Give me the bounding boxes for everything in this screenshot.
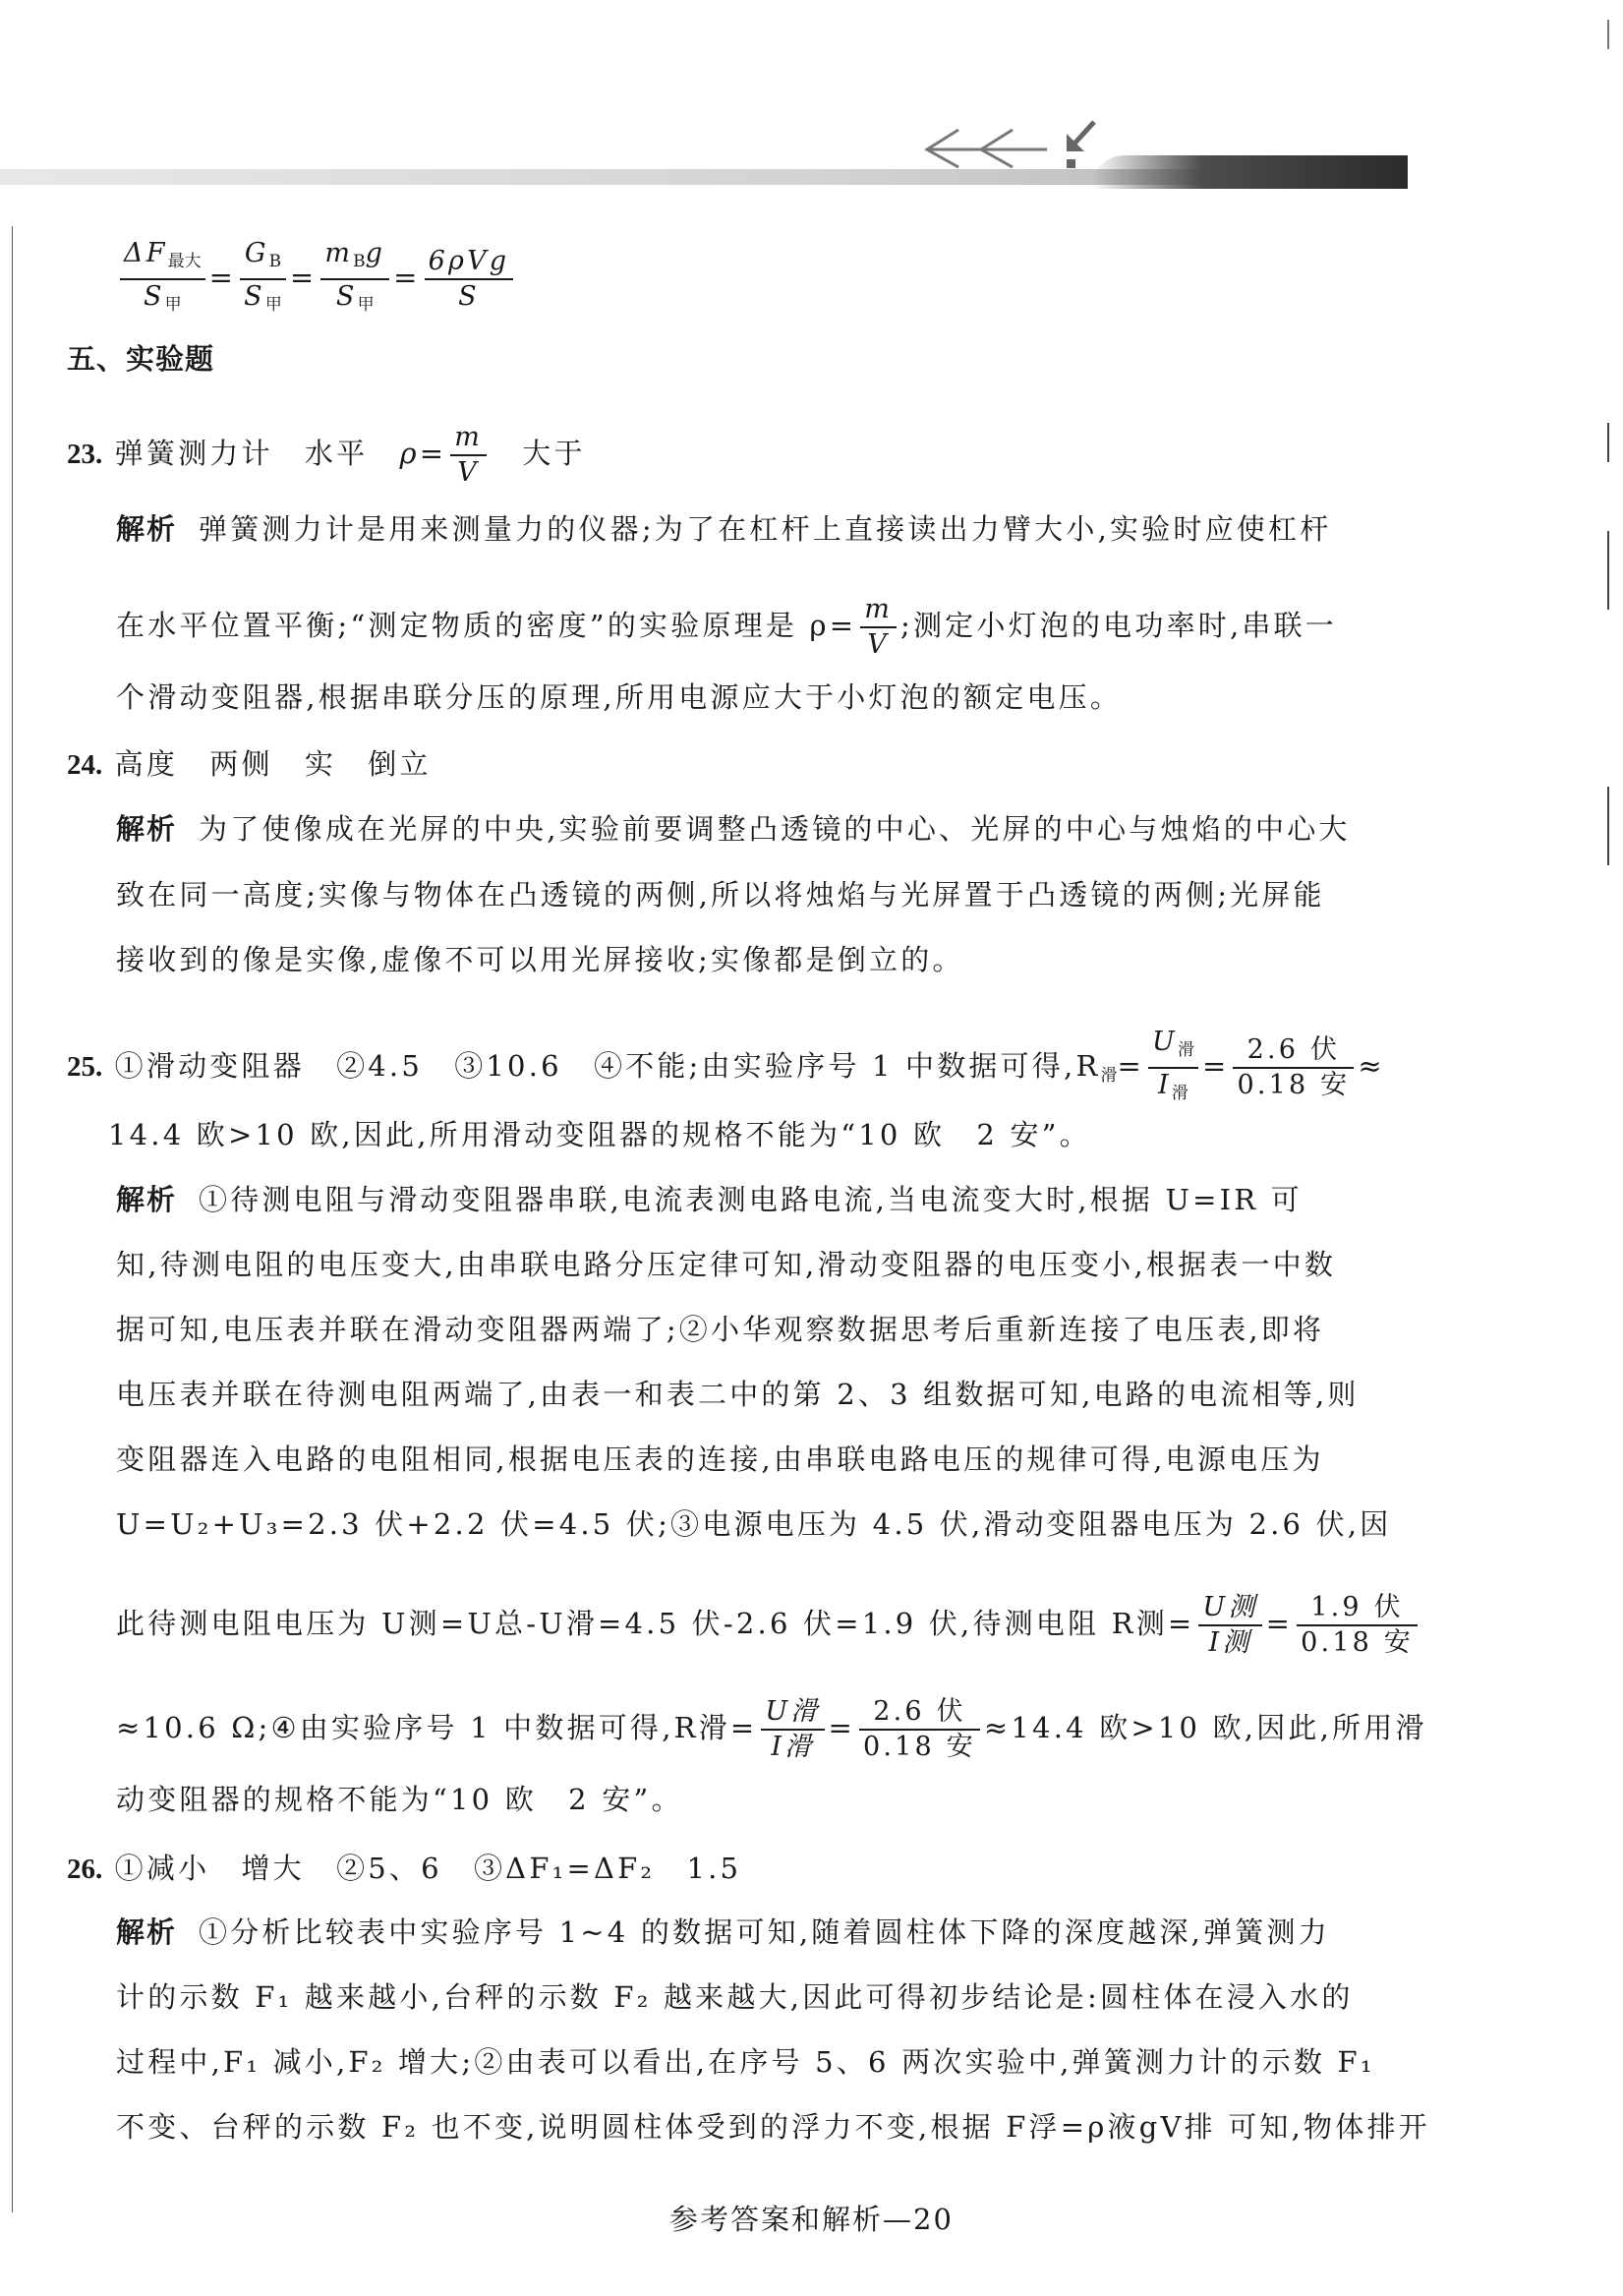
q26-explanation-line: 过程中,F₁ 减小,F₂ 增大;②由表可以看出,在序号 5、6 两次实验中,弹簧测力计的示数 F₁ (116, 2045, 1375, 2079)
analysis-label: 解析 (116, 812, 178, 846)
q25-explanation-line: 知,待测电阻的电压变大,由串联电路分压定律可知,滑动变阻器的电压变小,根据表一中数 (116, 1248, 1337, 1281)
q23-explanation-line: 解析 弹簧测力计是用来测量力的仪器;为了在杠杆上直接读出力臂大小,实验时应使杠杆 (116, 512, 1332, 546)
header-gradient-tab (1091, 155, 1408, 189)
q23-answer: 23. 弹簧测力计 水平 ρ= $\frac{m}{V}$ 大于 (67, 422, 586, 488)
q25-answer-line: 14.4 欧>10 欧,因此,所用滑动变阻器的规格不能为“10 欧 2 安”。 (108, 1118, 1091, 1151)
left-margin-rule (12, 226, 13, 2212)
question-number: 23. (67, 439, 103, 470)
fraction: $\frac{\Delta F_{最大}}{S_甲}$ (120, 239, 205, 320)
top-formula: $\frac{\Delta F_{最大}}{S_甲}$ = $\frac{G_B}{S_甲}$ = $\frac{m_Bg}{S_甲}$ = $\frac{\text{6ρVg}}{S}$ (116, 239, 517, 320)
right-margin-marks (1606, 20, 1610, 905)
q25-explanation-line: U=U₂+U₃=2.3 伏+2.2 伏=4.5 伏;③电源电压为 4.5 伏,滑动变阻器电压为 2.6 伏,因 (116, 1507, 1392, 1541)
q25-explanation-line: 电压表并联在待测电阻两端了,由表一和表二中的第 2、3 组数据可知,电路的电流相等,则 (116, 1378, 1360, 1411)
q26-explanation-line: 解析 ①分析比较表中实验序号 1~4 的数据可知,随着圆柱体下降的深度越深,弹簧测力 (116, 1915, 1330, 1949)
q26-answer: 26. ①减小 增大 ②5、6 ③ΔF₁=ΔF₂ 1.5 (67, 1852, 742, 1885)
q25-explanation-line: 解析 ①待测电阻与滑动变阻器串联,电流表测电路电流,当电流变大时,根据 U=IR 可 (116, 1183, 1303, 1216)
q25-explanation-line: ≈10.6 Ω;④由实验序号 1 中数据可得,R滑= $\frac{\text{U滑}}{\text{I滑}}$ = $\frac{\text{2.6 伏}}{\text{0.18 安}}$ ≈14.4 欧>10 欧,因此,所用滑 (116, 1696, 1427, 1762)
fraction: $\frac{\text{6ρVg}}{S}$ (425, 247, 514, 312)
fraction: $\frac{m}{V}$ (860, 595, 897, 660)
fraction: $\frac{\text{2.6 伏}}{\text{0.18 安}}$ (1233, 1035, 1354, 1100)
q24-explanation-line: 接收到的像是实像,虚像不可以用光屏接收;实像都是倒立的。 (116, 943, 964, 976)
header-arrows-icon (919, 108, 1116, 177)
question-number: 25. (67, 1051, 103, 1083)
fraction: $\frac{\text{U滑}}{\text{I滑}}$ (761, 1697, 824, 1762)
page-footer: 参考答案和解析—20 (669, 2203, 954, 2236)
q23-explanation-line: 在水平位置平衡;“测定物质的密度”的实验原理是 ρ= $\frac{m}{V}$ ;测定小灯泡的电功率时,串联一 (116, 594, 1338, 660)
q24-answer: 24. 高度 两侧 实 倒立 (67, 747, 432, 781)
fraction: $\frac{G_B}{S_甲}$ (240, 239, 286, 320)
question-number: 26. (67, 1854, 103, 1885)
q26-explanation-line: 计的示数 F₁ 越来越小,台秤的示数 F₂ 越来越大,因此可得初步结论是:圆柱体在浸入水的 (116, 1980, 1354, 2014)
analysis-label: 解析 (116, 512, 178, 546)
fraction: $\frac{\text{2.6 伏}}{\text{0.18 安}}$ (859, 1697, 980, 1762)
q25-explanation-line: 据可知,电压表并联在滑动变阻器两端了;②小华观察数据思考后重新连接了电压表,即将 (116, 1313, 1325, 1346)
q24-explanation-line: 解析 为了使像成在光屏的中央,实验前要调整凸透镜的中心、光屏的中心与烛焰的中心大 (116, 812, 1351, 846)
q25-explanation-line: 动变阻器的规格不能为“10 欧 2 安”。 (116, 1783, 683, 1816)
q23-explanation-line: 个滑动变阻器,根据串联分压的原理,所用电源应大于小灯泡的额定电压。 (116, 680, 1123, 714)
question-number: 24. (67, 749, 103, 781)
fraction: $\frac{\text{U测}}{\text{I测}}$ (1198, 1593, 1261, 1658)
q24-explanation-line: 致在同一高度;实像与物体在凸透镜的两侧,所以将烛焰与光屏置于凸透镜的两侧;光屏能 (116, 878, 1325, 912)
fraction: $\frac{m_Bg}{S_甲}$ (320, 239, 389, 320)
analysis-label: 解析 (116, 1915, 178, 1949)
analysis-label: 解析 (116, 1183, 178, 1216)
q26-explanation-line: 不变、台秤的示数 F₂ 也不变,说明圆柱体受到的浮力不变,根据 F浮=ρ液gV排 可知,物体排开 (116, 2110, 1430, 2144)
q25-explanation-line: 变阻器连入电路的电阻相同,根据电压表的连接,由串联电路电压的规律可得,电源电压为 (116, 1442, 1324, 1476)
q25-explanation-line: 此待测电阻电压为 U测=U总-U滑=4.5 伏-2.6 伏=1.9 伏,待测电阻 R测= $\frac{\text{U测}}{\text{I测}}$ = $\frac{\text{1.9 伏}}{\text{0.18 安}}$ (116, 1593, 1421, 1658)
fraction: $\frac{\text{1.9 伏}}{\text{0.18 安}}$ (1297, 1593, 1418, 1658)
q25-answer: 25. ①滑动变阻器 ②4.5 ③10.6 ④不能;由实验序号 1 中数据可得$,R_滑=$ $\frac{U_滑}{I_滑}$ = $\frac{\text{2.6 伏}}{\text{0.18 安}}$ ≈ (67, 1028, 1385, 1108)
fraction: $\frac{U_滑}{I_滑}$ (1148, 1028, 1198, 1108)
section-title: 五、实验题 (67, 342, 215, 376)
fraction: $\frac{m}{V}$ (450, 423, 487, 488)
